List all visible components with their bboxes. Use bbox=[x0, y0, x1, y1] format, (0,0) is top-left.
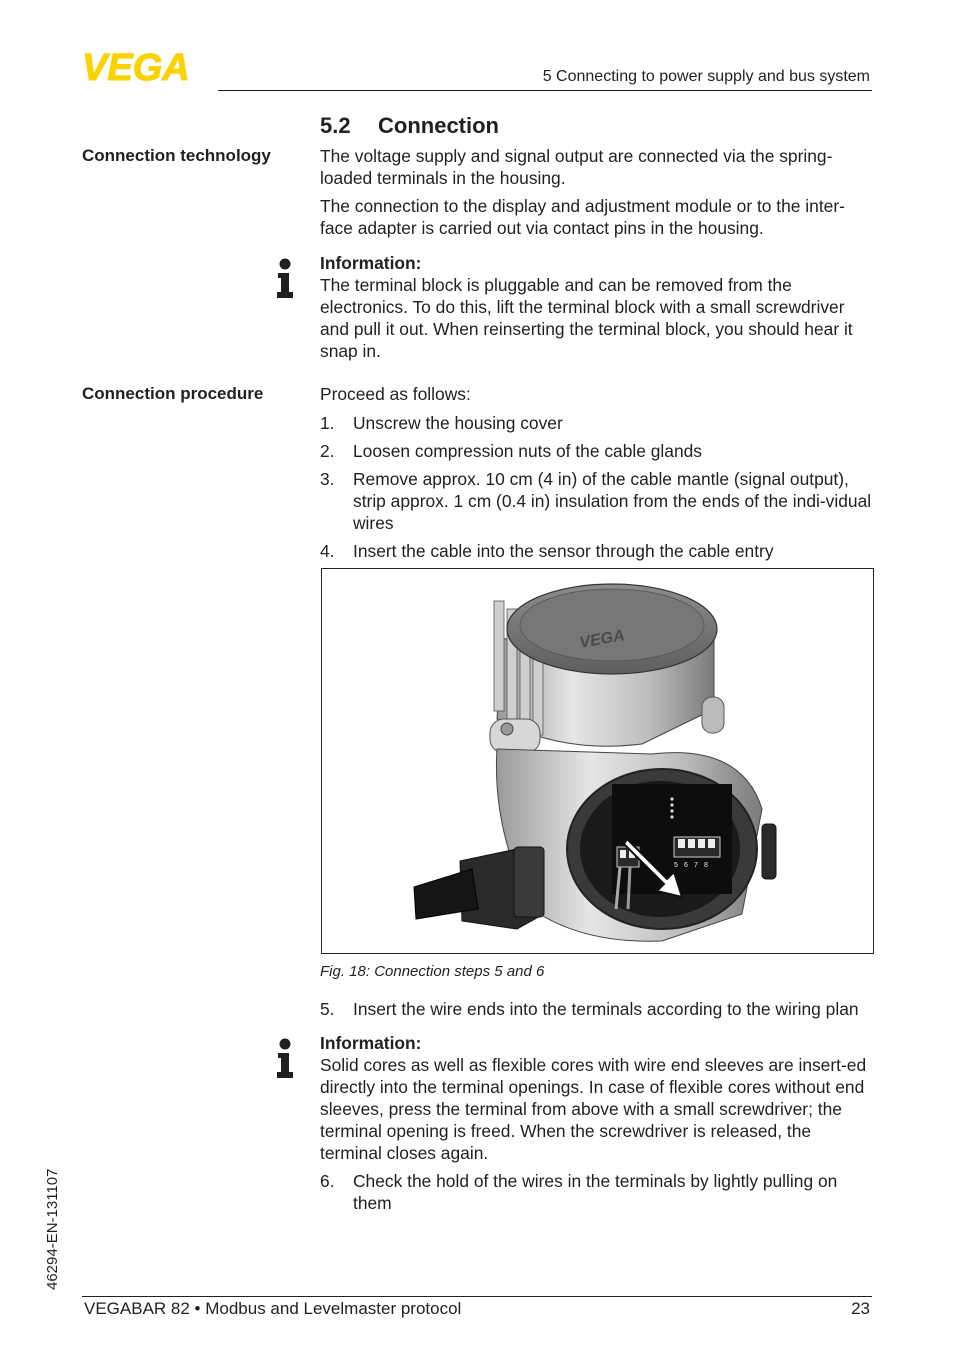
header-divider bbox=[218, 90, 872, 91]
section-heading bbox=[320, 113, 499, 139]
terminal-number: 7 bbox=[694, 862, 698, 869]
information-heading: Information: bbox=[320, 1033, 422, 1053]
connection-procedure-label: Connection procedure bbox=[82, 384, 264, 403]
list-item-text: Loosen compression nuts of the cable glands bbox=[353, 441, 703, 461]
vega-logo-text: VEGA bbox=[82, 50, 190, 84]
section-title: Connection bbox=[378, 113, 499, 138]
information-heading: Information: bbox=[320, 253, 422, 273]
list-item-text: Remove approx. 10 cm (4 in) of the cable mantle (signal output), strip approx. 1 cm (0.4 in) insulation from the ends of the indi-vidual wires bbox=[353, 469, 872, 533]
list-item-text: Insert the wire ends into the terminals according to the wiring plan bbox=[353, 999, 859, 1019]
page-number: 23 bbox=[851, 1299, 870, 1318]
lid-logo-text: VEGA bbox=[578, 627, 626, 652]
list-item bbox=[320, 440, 876, 462]
information-note-1 bbox=[320, 252, 876, 362]
list-item bbox=[320, 468, 876, 534]
connection-technology-label: Connection technology bbox=[82, 146, 271, 165]
connection-figure bbox=[321, 568, 874, 954]
list-item-number: 2. bbox=[320, 441, 335, 461]
list-item bbox=[320, 998, 876, 1020]
connection-technology-para2: The connection to the display and adjustment module or to the inter-face adapter is carried out via contact pins in the housing. bbox=[320, 196, 845, 238]
information-text: Solid cores as well as flexible cores with wire end sleeves are insert-ed directly into the terminal openings. In case of flexible cores without end sleeves, press the terminal from above with a small screwdriver; the terminal opening is freed. When the screwdriver is released, the terminal closes again. bbox=[320, 1055, 867, 1163]
connection-technology-para1: The voltage supply and signal output are connected via the spring-loaded terminals in the housing. bbox=[320, 146, 833, 188]
list-item bbox=[320, 412, 876, 434]
chapter-header: 5 Connecting to power supply and bus system bbox=[542, 68, 870, 85]
list-item bbox=[320, 1170, 876, 1214]
document-code: 46294-EN-131107 bbox=[44, 1168, 61, 1290]
list-item-number: 6. bbox=[320, 1171, 335, 1191]
list-item-text: Unscrew the housing cover bbox=[353, 413, 563, 433]
footer-divider bbox=[82, 1296, 872, 1297]
sensor-housing-illustration bbox=[322, 569, 873, 953]
figure-caption: Fig. 18: Connection steps 5 and 6 bbox=[320, 963, 545, 980]
list-item-text: Check the hold of the wires in the terminals by lightly pulling on them bbox=[353, 1171, 838, 1213]
list-item-number: 3. bbox=[320, 469, 335, 489]
list-item bbox=[320, 540, 876, 562]
terminal-number: 8 bbox=[704, 862, 708, 869]
footer-product: VEGABAR 82 • Modbus and Levelmaster protocol bbox=[84, 1299, 462, 1318]
terminal-number: 6 bbox=[684, 862, 688, 869]
info-icon bbox=[274, 258, 296, 298]
information-note-2 bbox=[320, 1032, 876, 1164]
section-number: 5.2 bbox=[320, 113, 351, 138]
info-icon bbox=[274, 1038, 296, 1078]
hinge bbox=[490, 719, 540, 753]
list-item-number: 4. bbox=[320, 541, 335, 561]
list-item-number: 5. bbox=[320, 999, 335, 1019]
information-text: The terminal block is pluggable and can be removed from the electronics. To do this, lift the terminal block with a small screwdriver and pull it out. When reinserting the terminal block, you should hear it snap in. bbox=[320, 275, 853, 361]
list-item-number: 1. bbox=[320, 413, 335, 433]
terminal-number: 5 bbox=[674, 862, 678, 869]
vega-logo bbox=[82, 50, 212, 84]
procedure-intro: Proceed as follows: bbox=[320, 384, 471, 404]
list-item-text: Insert the cable into the sensor through the cable entry bbox=[353, 541, 774, 561]
